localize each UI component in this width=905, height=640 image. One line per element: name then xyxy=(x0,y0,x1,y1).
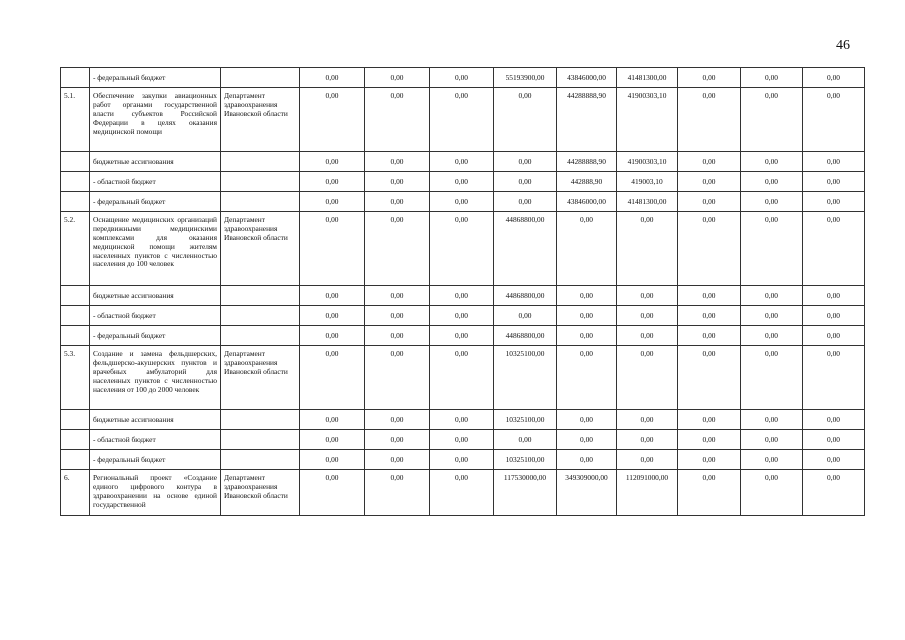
row-executor xyxy=(221,306,300,326)
row-executor xyxy=(221,286,300,306)
row-name: Оснащение медицинских организаций передвижными медицинскими комплексами для оказания медицинской помощи жителям населенных пунктов с численностью населения до 100 человек xyxy=(90,212,221,286)
row-code xyxy=(61,172,90,192)
row-executor xyxy=(221,68,300,88)
amount-cell: 0,00 xyxy=(741,346,803,410)
funding-row xyxy=(61,286,865,306)
amount-cell: 0,00 xyxy=(300,68,365,88)
amount-cell: 0,00 xyxy=(494,88,557,152)
row-name: Региональный проект «Создание единого цифрового контура в здравоохранении на основе единой государственной xyxy=(90,470,221,516)
amount-cell: 44868800,00 xyxy=(494,212,557,286)
amount-cell: 44288888,90 xyxy=(557,152,617,172)
amount-cell: 0,00 xyxy=(365,286,430,306)
row-code xyxy=(61,152,90,172)
amount-cell: 0,00 xyxy=(300,88,365,152)
amount-cell: 0,00 xyxy=(430,430,494,450)
amount-cell: 0,00 xyxy=(803,430,865,450)
funding-row xyxy=(61,152,865,172)
amount-cell: 0,00 xyxy=(741,152,803,172)
amount-cell: 0,00 xyxy=(300,306,365,326)
amount-cell: 442888,90 xyxy=(557,172,617,192)
amount-cell: 0,00 xyxy=(300,172,365,192)
amount-cell: 0,00 xyxy=(300,326,365,346)
amount-cell: 0,00 xyxy=(430,450,494,470)
amount-cell: 0,00 xyxy=(678,306,741,326)
row-code: 6. xyxy=(61,470,90,516)
amount-cell: 0,00 xyxy=(430,212,494,286)
row-name: Создание и замена фельдшерских, фельдшерско-акушерских пунктов и врачебных амбулаторий для населенных пунктов с численностью населения от 100 до 2000 человек xyxy=(90,346,221,410)
amount-cell: 0,00 xyxy=(617,346,678,410)
amount-cell: 10325100,00 xyxy=(494,450,557,470)
amount-cell: 0,00 xyxy=(365,152,430,172)
amount-cell: 117530000,00 xyxy=(494,470,557,516)
amount-cell: 0,00 xyxy=(300,346,365,410)
amount-cell: 0,00 xyxy=(741,212,803,286)
row-code: 5.1. xyxy=(61,88,90,152)
row-name: Обеспечение закупки авиационных работ органами государственной власти субъектов Российской Федерации в целях оказания медицинской помощи xyxy=(90,88,221,152)
amount-cell: 43846000,00 xyxy=(557,68,617,88)
amount-cell: 0,00 xyxy=(557,326,617,346)
row-code xyxy=(61,192,90,212)
amount-cell: 0,00 xyxy=(617,306,678,326)
amount-cell: 0,00 xyxy=(678,470,741,516)
row-executor xyxy=(221,450,300,470)
row-executor xyxy=(221,192,300,212)
amount-cell: 0,00 xyxy=(803,306,865,326)
amount-cell: 0,00 xyxy=(803,68,865,88)
amount-cell: 0,00 xyxy=(803,346,865,410)
amount-cell: 0,00 xyxy=(741,172,803,192)
amount-cell: 0,00 xyxy=(300,470,365,516)
amount-cell: 0,00 xyxy=(741,192,803,212)
amount-cell: 0,00 xyxy=(365,88,430,152)
amount-cell: 0,00 xyxy=(300,152,365,172)
amount-cell: 0,00 xyxy=(494,152,557,172)
funding-row xyxy=(61,430,865,450)
amount-cell: 0,00 xyxy=(494,430,557,450)
amount-cell: 0,00 xyxy=(803,212,865,286)
amount-cell: 0,00 xyxy=(300,410,365,430)
amount-cell: 0,00 xyxy=(803,286,865,306)
row-code xyxy=(61,286,90,306)
row-executor: Департамент здравоохранения Ивановской области xyxy=(221,470,300,516)
amount-cell: 0,00 xyxy=(430,306,494,326)
amount-cell: 0,00 xyxy=(678,88,741,152)
amount-cell: 0,00 xyxy=(741,286,803,306)
row-executor: Департамент здравоохранения Ивановской области xyxy=(221,346,300,410)
amount-cell: 0,00 xyxy=(430,152,494,172)
amount-cell: 0,00 xyxy=(741,326,803,346)
row-code xyxy=(61,430,90,450)
row-name: - федеральный бюджет xyxy=(90,68,221,88)
amount-cell: 0,00 xyxy=(430,68,494,88)
amount-cell: 0,00 xyxy=(803,326,865,346)
amount-cell: 0,00 xyxy=(494,172,557,192)
amount-cell: 44868800,00 xyxy=(494,326,557,346)
row-executor: Департамент здравоохранения Ивановской области xyxy=(221,212,300,286)
amount-cell: 0,00 xyxy=(557,212,617,286)
amount-cell: 0,00 xyxy=(803,450,865,470)
amount-cell: 0,00 xyxy=(803,192,865,212)
amount-cell: 0,00 xyxy=(557,410,617,430)
amount-cell: 41900303,10 xyxy=(617,152,678,172)
amount-cell: 0,00 xyxy=(803,410,865,430)
amount-cell: 0,00 xyxy=(300,286,365,306)
row-code xyxy=(61,450,90,470)
funding-row xyxy=(61,326,865,346)
amount-cell: 0,00 xyxy=(494,192,557,212)
amount-cell: 41900303,10 xyxy=(617,88,678,152)
amount-cell: 0,00 xyxy=(365,470,430,516)
amount-cell: 0,00 xyxy=(678,410,741,430)
amount-cell: 0,00 xyxy=(617,430,678,450)
amount-cell: 0,00 xyxy=(678,326,741,346)
amount-cell: 0,00 xyxy=(557,450,617,470)
row-name: - областной бюджет xyxy=(90,430,221,450)
activity-row xyxy=(61,88,865,152)
amount-cell: 0,00 xyxy=(365,306,430,326)
amount-cell: 0,00 xyxy=(430,286,494,306)
amount-cell: 0,00 xyxy=(494,306,557,326)
amount-cell: 0,00 xyxy=(741,430,803,450)
row-code: 5.3. xyxy=(61,346,90,410)
amount-cell: 0,00 xyxy=(678,286,741,306)
row-executor xyxy=(221,430,300,450)
amount-cell: 0,00 xyxy=(557,430,617,450)
activity-row xyxy=(61,212,865,286)
row-name: бюджетные ассигнования xyxy=(90,410,221,430)
row-name: бюджетные ассигнования xyxy=(90,286,221,306)
amount-cell: 0,00 xyxy=(430,172,494,192)
amount-cell: 0,00 xyxy=(741,88,803,152)
amount-cell: 0,00 xyxy=(365,450,430,470)
amount-cell: 0,00 xyxy=(365,430,430,450)
funding-row xyxy=(61,172,865,192)
amount-cell: 0,00 xyxy=(678,172,741,192)
amount-cell: 0,00 xyxy=(430,410,494,430)
row-executor xyxy=(221,326,300,346)
amount-cell: 0,00 xyxy=(617,212,678,286)
row-code xyxy=(61,326,90,346)
amount-cell: 0,00 xyxy=(617,450,678,470)
amount-cell: 0,00 xyxy=(300,192,365,212)
amount-cell: 0,00 xyxy=(803,470,865,516)
amount-cell: 0,00 xyxy=(678,450,741,470)
amount-cell: 0,00 xyxy=(741,410,803,430)
amount-cell: 0,00 xyxy=(365,410,430,430)
amount-cell: 0,00 xyxy=(365,326,430,346)
amount-cell: 0,00 xyxy=(803,88,865,152)
amount-cell: 0,00 xyxy=(300,430,365,450)
row-code xyxy=(61,68,90,88)
amount-cell: 10325100,00 xyxy=(494,410,557,430)
amount-cell: 0,00 xyxy=(557,286,617,306)
row-name: - областной бюджет xyxy=(90,306,221,326)
amount-cell: 0,00 xyxy=(678,68,741,88)
amount-cell: 0,00 xyxy=(617,286,678,306)
amount-cell: 0,00 xyxy=(300,212,365,286)
funding-row xyxy=(61,410,865,430)
amount-cell: 0,00 xyxy=(430,88,494,152)
amount-cell: 0,00 xyxy=(803,172,865,192)
amount-cell: 0,00 xyxy=(741,306,803,326)
amount-cell: 0,00 xyxy=(430,192,494,212)
amount-cell: 0,00 xyxy=(430,346,494,410)
activity-row xyxy=(61,346,865,410)
amount-cell: 44288888,90 xyxy=(557,88,617,152)
funding-row xyxy=(61,68,865,88)
amount-cell: 349309000,00 xyxy=(557,470,617,516)
amount-cell: 0,00 xyxy=(430,470,494,516)
amount-cell: 0,00 xyxy=(617,326,678,346)
amount-cell: 0,00 xyxy=(557,346,617,410)
funding-row xyxy=(61,450,865,470)
activity-row xyxy=(61,470,865,516)
amount-cell: 41481300,00 xyxy=(617,68,678,88)
amount-cell: 0,00 xyxy=(741,450,803,470)
amount-cell: 0,00 xyxy=(678,212,741,286)
amount-cell: 41481300,00 xyxy=(617,192,678,212)
amount-cell: 0,00 xyxy=(365,212,430,286)
amount-cell: 0,00 xyxy=(430,326,494,346)
amount-cell: 0,00 xyxy=(300,450,365,470)
row-name: - федеральный бюджет xyxy=(90,192,221,212)
amount-cell: 0,00 xyxy=(678,346,741,410)
amount-cell: 55193900,00 xyxy=(494,68,557,88)
amount-cell: 112091000,00 xyxy=(617,470,678,516)
row-executor xyxy=(221,152,300,172)
amount-cell: 0,00 xyxy=(678,430,741,450)
row-code xyxy=(61,410,90,430)
amount-cell: 0,00 xyxy=(678,152,741,172)
row-code xyxy=(61,306,90,326)
amount-cell: 0,00 xyxy=(557,306,617,326)
amount-cell: 44868800,00 xyxy=(494,286,557,306)
page-number: 46 xyxy=(836,38,850,53)
budget-table xyxy=(60,67,865,516)
amount-cell: 0,00 xyxy=(617,410,678,430)
amount-cell: 0,00 xyxy=(365,346,430,410)
funding-row xyxy=(61,192,865,212)
row-code: 5.2. xyxy=(61,212,90,286)
amount-cell: 0,00 xyxy=(741,68,803,88)
amount-cell: 0,00 xyxy=(678,192,741,212)
amount-cell: 0,00 xyxy=(365,192,430,212)
amount-cell: 0,00 xyxy=(365,172,430,192)
amount-cell: 10325100,00 xyxy=(494,346,557,410)
amount-cell: 0,00 xyxy=(365,68,430,88)
amount-cell: 0,00 xyxy=(741,470,803,516)
table-body xyxy=(61,68,865,516)
row-name: бюджетные ассигнования xyxy=(90,152,221,172)
row-name: - федеральный бюджет xyxy=(90,450,221,470)
row-executor: Департамент здравоохранения Ивановской области xyxy=(221,88,300,152)
funding-row xyxy=(61,306,865,326)
row-name: - областной бюджет xyxy=(90,172,221,192)
row-name: - федеральный бюджет xyxy=(90,326,221,346)
amount-cell: 0,00 xyxy=(803,152,865,172)
row-executor xyxy=(221,410,300,430)
row-executor xyxy=(221,172,300,192)
amount-cell: 43846000,00 xyxy=(557,192,617,212)
amount-cell: 419003,10 xyxy=(617,172,678,192)
